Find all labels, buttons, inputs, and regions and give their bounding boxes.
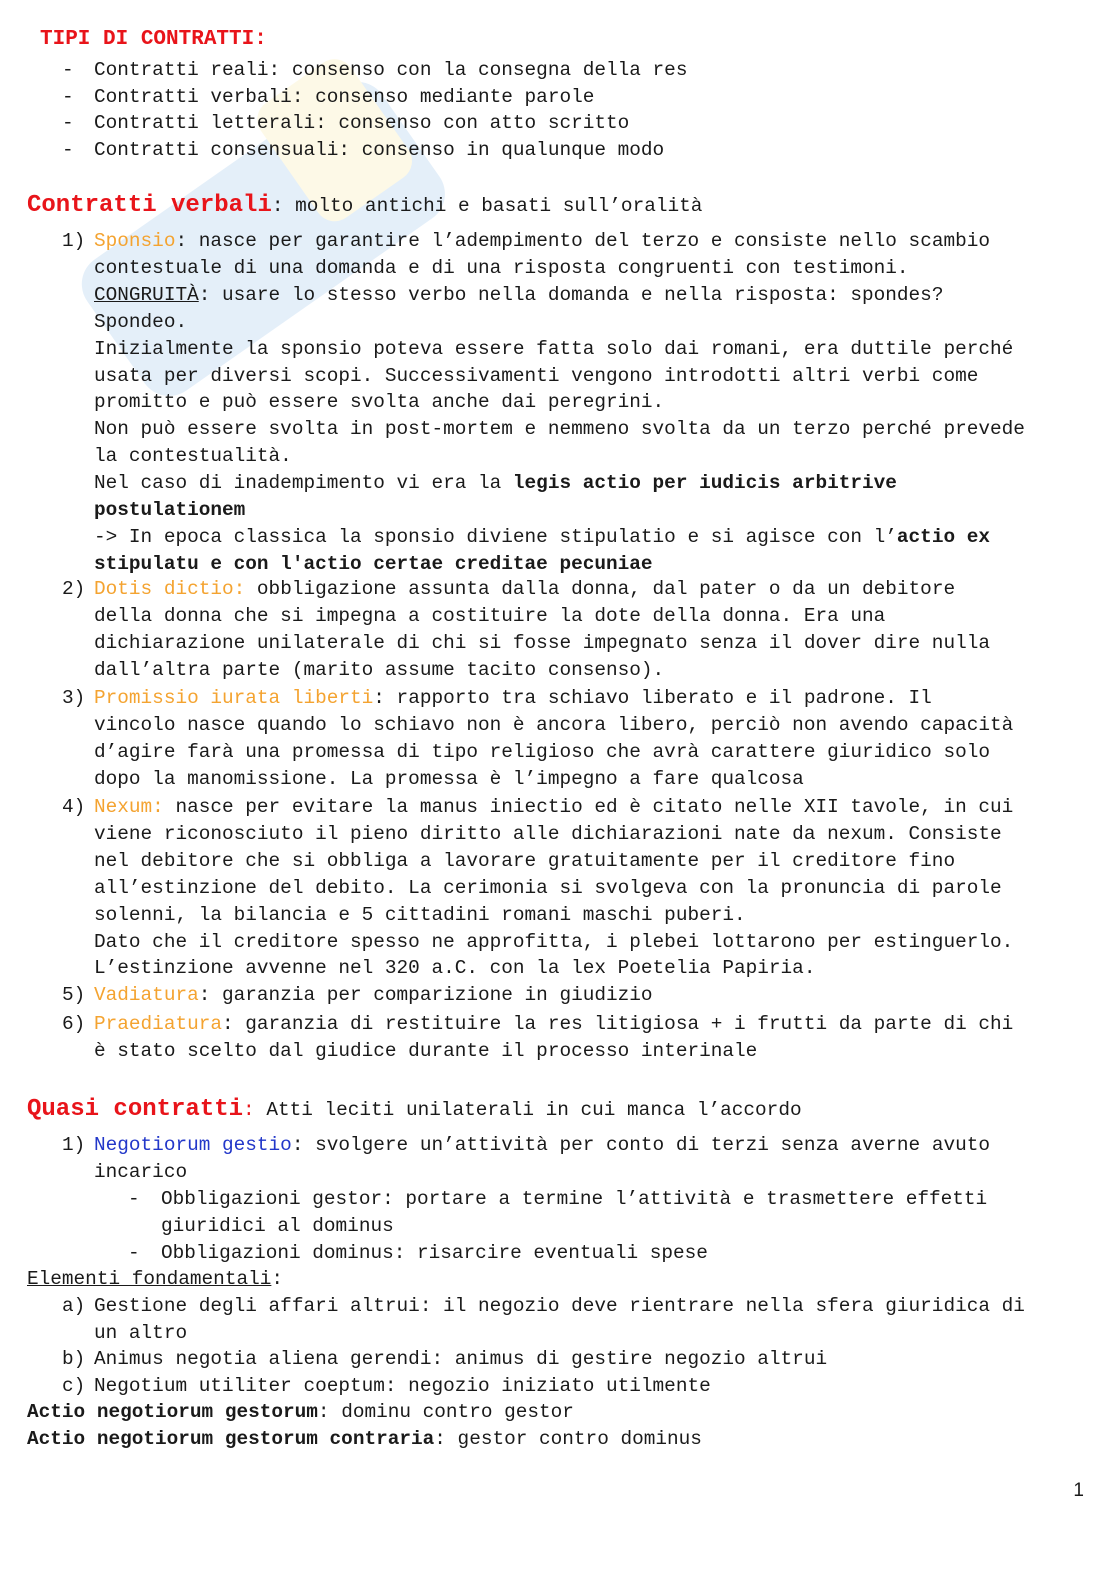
sub-item: Obbligazioni gestor: portare a termine l’attività e trasmettere effetti giuridici al dominus [161, 1188, 988, 1237]
list-item-nexum: Nexum: nasce per evitare la manus iniectio ed è citato nelle XII tavole, in cui viene riconosciuto il pieno diritto alle dichiarazioni nate da nexum. Consiste nel debitore che si obbliga a lavorare gratuitamente per il creditore fino all’estinzione del debito. La cerimonia si svolgeva con la pronuncia di parole solenni, la bilancia e 5 cittadini romani maschi puberi. Dato che il creditore spesso ne approfitta, i plebei lottarono per estinguerlo. L’estinzione avvenne nel 320 a.C. con la lex Poetelia Papiria. [94, 796, 1014, 980]
list-number: 6) [62, 1013, 86, 1035]
list-item: Contratti verbali: consenso mediante parole [94, 86, 595, 108]
bullet-dash: - [128, 1242, 140, 1264]
section-heading-verbali: Contratti verbali: molto antichi e basati sull’oralità [27, 192, 703, 219]
list-item: Contratti letterali: consenso con atto scritto [94, 112, 630, 134]
elemento-item: Animus negotia aliena gerendi: animus di gestire negozio altrui [94, 1348, 828, 1370]
list-letter: c) [62, 1375, 86, 1397]
elemento-item: Gestione degli affari altrui: il negozio deve rientrare nella sfera giuridica di un altro [94, 1295, 1025, 1344]
elementi-label: Elementi fondamentali: [27, 1268, 284, 1290]
list-number: 5) [62, 984, 86, 1006]
actio-line: Actio negotiorum gestorum contraria: gestor contro dominus [27, 1428, 702, 1450]
bullet-dash: - [62, 112, 74, 134]
list-number: 3) [62, 687, 86, 709]
term-sponsio: Sponsio [94, 230, 176, 252]
bullet-dash: - [128, 1188, 140, 1210]
list-item-vadiatura: Vadiatura: garanzia per comparizione in giudizio [94, 984, 653, 1006]
list-letter: b) [62, 1348, 86, 1370]
list-item-praediatura: Praediatura: garanzia di restituire la res litigiosa + i frutti da parte di chi è stato scelto dal giudice durante il processo interinale [94, 1013, 1014, 1062]
actio-line: Actio negotiorum gestorum: dominu contro gestor [27, 1401, 574, 1423]
section-heading-quasi: Quasi contratti: Atti leciti unilaterali in cui manca l’accordo [27, 1096, 802, 1123]
bullet-dash: - [62, 86, 74, 108]
bullet-dash: - [62, 59, 74, 81]
list-number: 1) [62, 230, 86, 252]
list-item: Contratti reali: consenso con la consegna della res [94, 59, 688, 81]
list-item: Contratti consensuali: consenso in qualunque modo [94, 139, 665, 161]
list-item-dotis-dictio: Dotis dictio: obbligazione assunta dalla donna, dal pater o da un debitore della donna che si impegna a costituire la dote della donna. Era una dichiarazione unilaterale di chi si fosse impegnato senza il dover dire nulla dall’altra parte (marito assume tacito consenso). [94, 578, 990, 681]
list-item-promissio: Promissio iurata liberti: rapporto tra schiavo liberato e il padrone. Il vincolo nasce quando lo schiavo non è ancora libero, perciò non avendo capacità d’agire farà una promessa di tipo religioso che avrà carattere giuridico solo dopo la manomissione. La promessa è l’impegno a fare qualcosa [94, 687, 1014, 790]
sub-item: Obbligazioni dominus: risarcire eventuali spese [161, 1242, 708, 1264]
page-number: 1 [1073, 1480, 1084, 1501]
list-number: 4) [62, 796, 86, 818]
list-item-negotiorum-gestio: Negotiorum gestio: svolgere un’attività per conto di terzi senza averne avuto incarico [94, 1134, 991, 1183]
list-number: 1) [62, 1134, 86, 1156]
section-heading-tipi: TIPI DI CONTRATTI: [40, 28, 267, 51]
list-number: 2) [62, 578, 86, 600]
list-letter: a) [62, 1295, 86, 1317]
bullet-dash: - [62, 139, 74, 161]
list-item-sponsio: Sponsio: nasce per garantire l’adempimento del terzo e consiste nello scambio contestuale di una domanda e di una risposta congruenti con testimoni. CONGRUITÀ: usare lo stesso verbo nella domanda e nella risposta: spondes? Spondeo. Inizialmente la sponsio poteva essere fatta solo dai romani, era duttile perché usata per diversi scopi. Successivamenti vengono introdotti altri verbi come promitto e può essere svolta anche dai peregrini. Non può essere svolta in post-mortem e nemmeno svolta da un terzo perché prevede la contestualità. Nel caso di inadempimento vi era la legis actio per iudicis arbitrive postulationem -> In epoca classica la sponsio diviene stipulatio e si agisce con l’actio ex stipulatu e con l'actio certae creditae pecuniae [94, 230, 1025, 575]
elemento-item: Negotium utiliter coeptum: negozio iniziato utilmente [94, 1375, 711, 1397]
